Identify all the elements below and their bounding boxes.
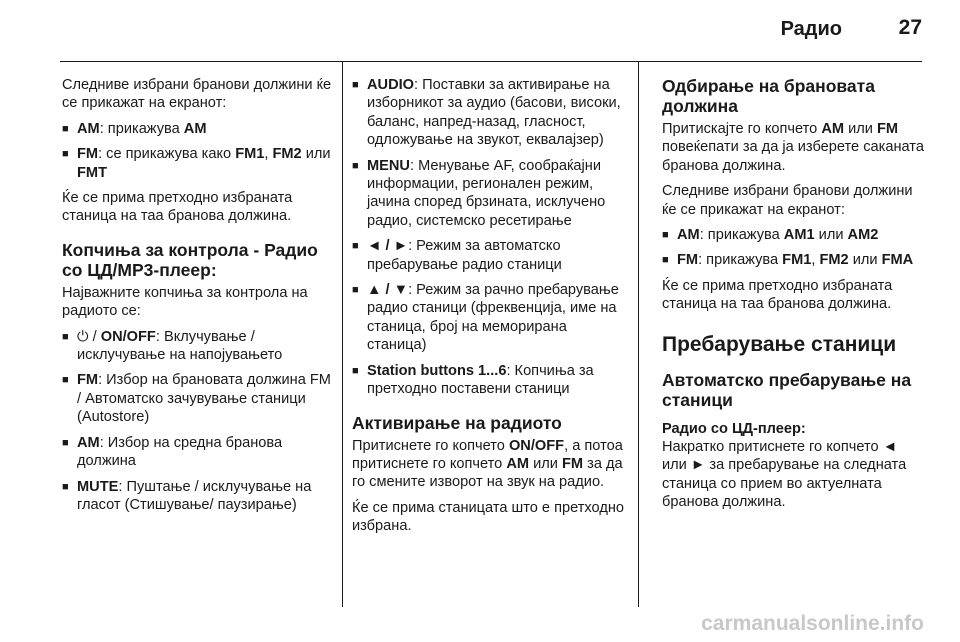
column-1 bbox=[62, 76, 332, 521]
list-item-station-buttons: ■ Station buttons 1...6: Копчиња за претходно поставени станици bbox=[352, 362, 630, 399]
section-heading-controls: Копчиња за контрола - Радио со ЦД/MP3-плеер: bbox=[62, 239, 318, 280]
section-heading-waveband: Одбирање на брановата должина bbox=[662, 76, 875, 116]
watermark: carmanualsonline.info bbox=[701, 612, 924, 635]
page-number: 27 bbox=[898, 16, 922, 39]
header-rule bbox=[60, 61, 922, 62]
column-divider-2 bbox=[638, 62, 639, 607]
auto-search-text: Накратко притиснете го копчето ◄ или ► за пребарување на следната станица со прием во актуелната бранова должина. bbox=[662, 439, 907, 511]
list-item-power: ■ ⏻ / ON/OFF: Вклучување / исклучување на напојувањето bbox=[62, 328, 332, 365]
list-item-audio: ■ AUDIO: Поставки за активирање на изборникот за аудио (басови, високи, баланс, напред-назад, гласност, одложување на звукот, еквалајзер) bbox=[352, 76, 630, 150]
list-item-menu: ■ MENU: Менување AF, сообраќајни информации, регионален режим, јачина според брзината, исклучено радио, системско ресетирање bbox=[352, 157, 630, 231]
subheading-cd-radio: Радио со ЦД-плеер: bbox=[662, 420, 806, 437]
column-2 bbox=[352, 76, 630, 543]
list-item-seek: ■ ◄ / ►: Режим за автоматско пребарување радио станици bbox=[352, 237, 630, 274]
waveband-text: Притискајте го копчето AM или FM повеќепати за да ја изберете саканата бранова должина. bbox=[662, 121, 924, 174]
activation-text: Притиснете го копчето ON/OFF, а потоа притиснете го копчето AM или FM за да го смените изворот на звук на радио. bbox=[352, 437, 623, 491]
left-arrow-icon: ◄ bbox=[882, 439, 898, 456]
page-header bbox=[0, 0, 960, 62]
section-heading-activation: Активирање на радиото bbox=[352, 412, 562, 433]
list-item-manual-tune: ■ ▲ / ▼: Режим за рачно пребарување радио станици (фреквенција, име на станица, број на меморирана станица) bbox=[352, 281, 630, 355]
list-item-am-button: ■ AM: Избор на средна бранова должина bbox=[62, 434, 332, 471]
previous-station-text-2: Ќе се прима претходно избраната станица на таа бранова должина. bbox=[662, 277, 893, 313]
controls-intro: Најважните копчиња за контрола на радиото се: bbox=[62, 284, 308, 320]
list-item-mute: ■ MUTE: Пуштање / исклучување на гласот (Стишување/ паузирање) bbox=[62, 478, 332, 515]
intro-text: Следниве избрани бранови должини ќе се прикажат на екранот: bbox=[62, 77, 332, 112]
left-right-arrow-icon: ◄ / ► bbox=[367, 238, 409, 255]
column-3 bbox=[662, 76, 924, 519]
section-title-search: Пребарување станици bbox=[662, 332, 897, 356]
list-item-am: ■ AM: прикажува AM bbox=[62, 120, 332, 138]
list-item-fm-bands: ■ FM: прикажува FM1, FM2 или FMA bbox=[662, 251, 924, 269]
intro-text-2: Следниве избрани бранови должини ќе се прикажат на екранот: bbox=[662, 183, 913, 218]
right-arrow-icon: ► bbox=[690, 457, 706, 474]
previous-station-text: Ќе се прима претходно избраната станица на таа бранова должина. bbox=[62, 190, 293, 225]
activation-note: Ќе се прима станицата што е претходно избрана. bbox=[352, 499, 625, 535]
header-title: Радио bbox=[780, 18, 842, 40]
power-icon: ⏻ bbox=[77, 328, 89, 345]
subheading-auto-search: Автоматско пребарување на станици bbox=[662, 369, 912, 410]
up-down-arrow-icon: ▲ / ▼ bbox=[367, 282, 409, 299]
list-item-fm: ■ FM: се прикажува како FM1, FM2 или FMT bbox=[62, 145, 332, 182]
list-item-fm-button: ■ FM: Избор на брановата должина FM / Автоматско зачувување станици (Autostore) bbox=[62, 371, 332, 426]
column-divider-1 bbox=[342, 62, 343, 607]
list-item-am-bands: ■ AM: прикажува AM1 или AM2 bbox=[662, 226, 924, 244]
